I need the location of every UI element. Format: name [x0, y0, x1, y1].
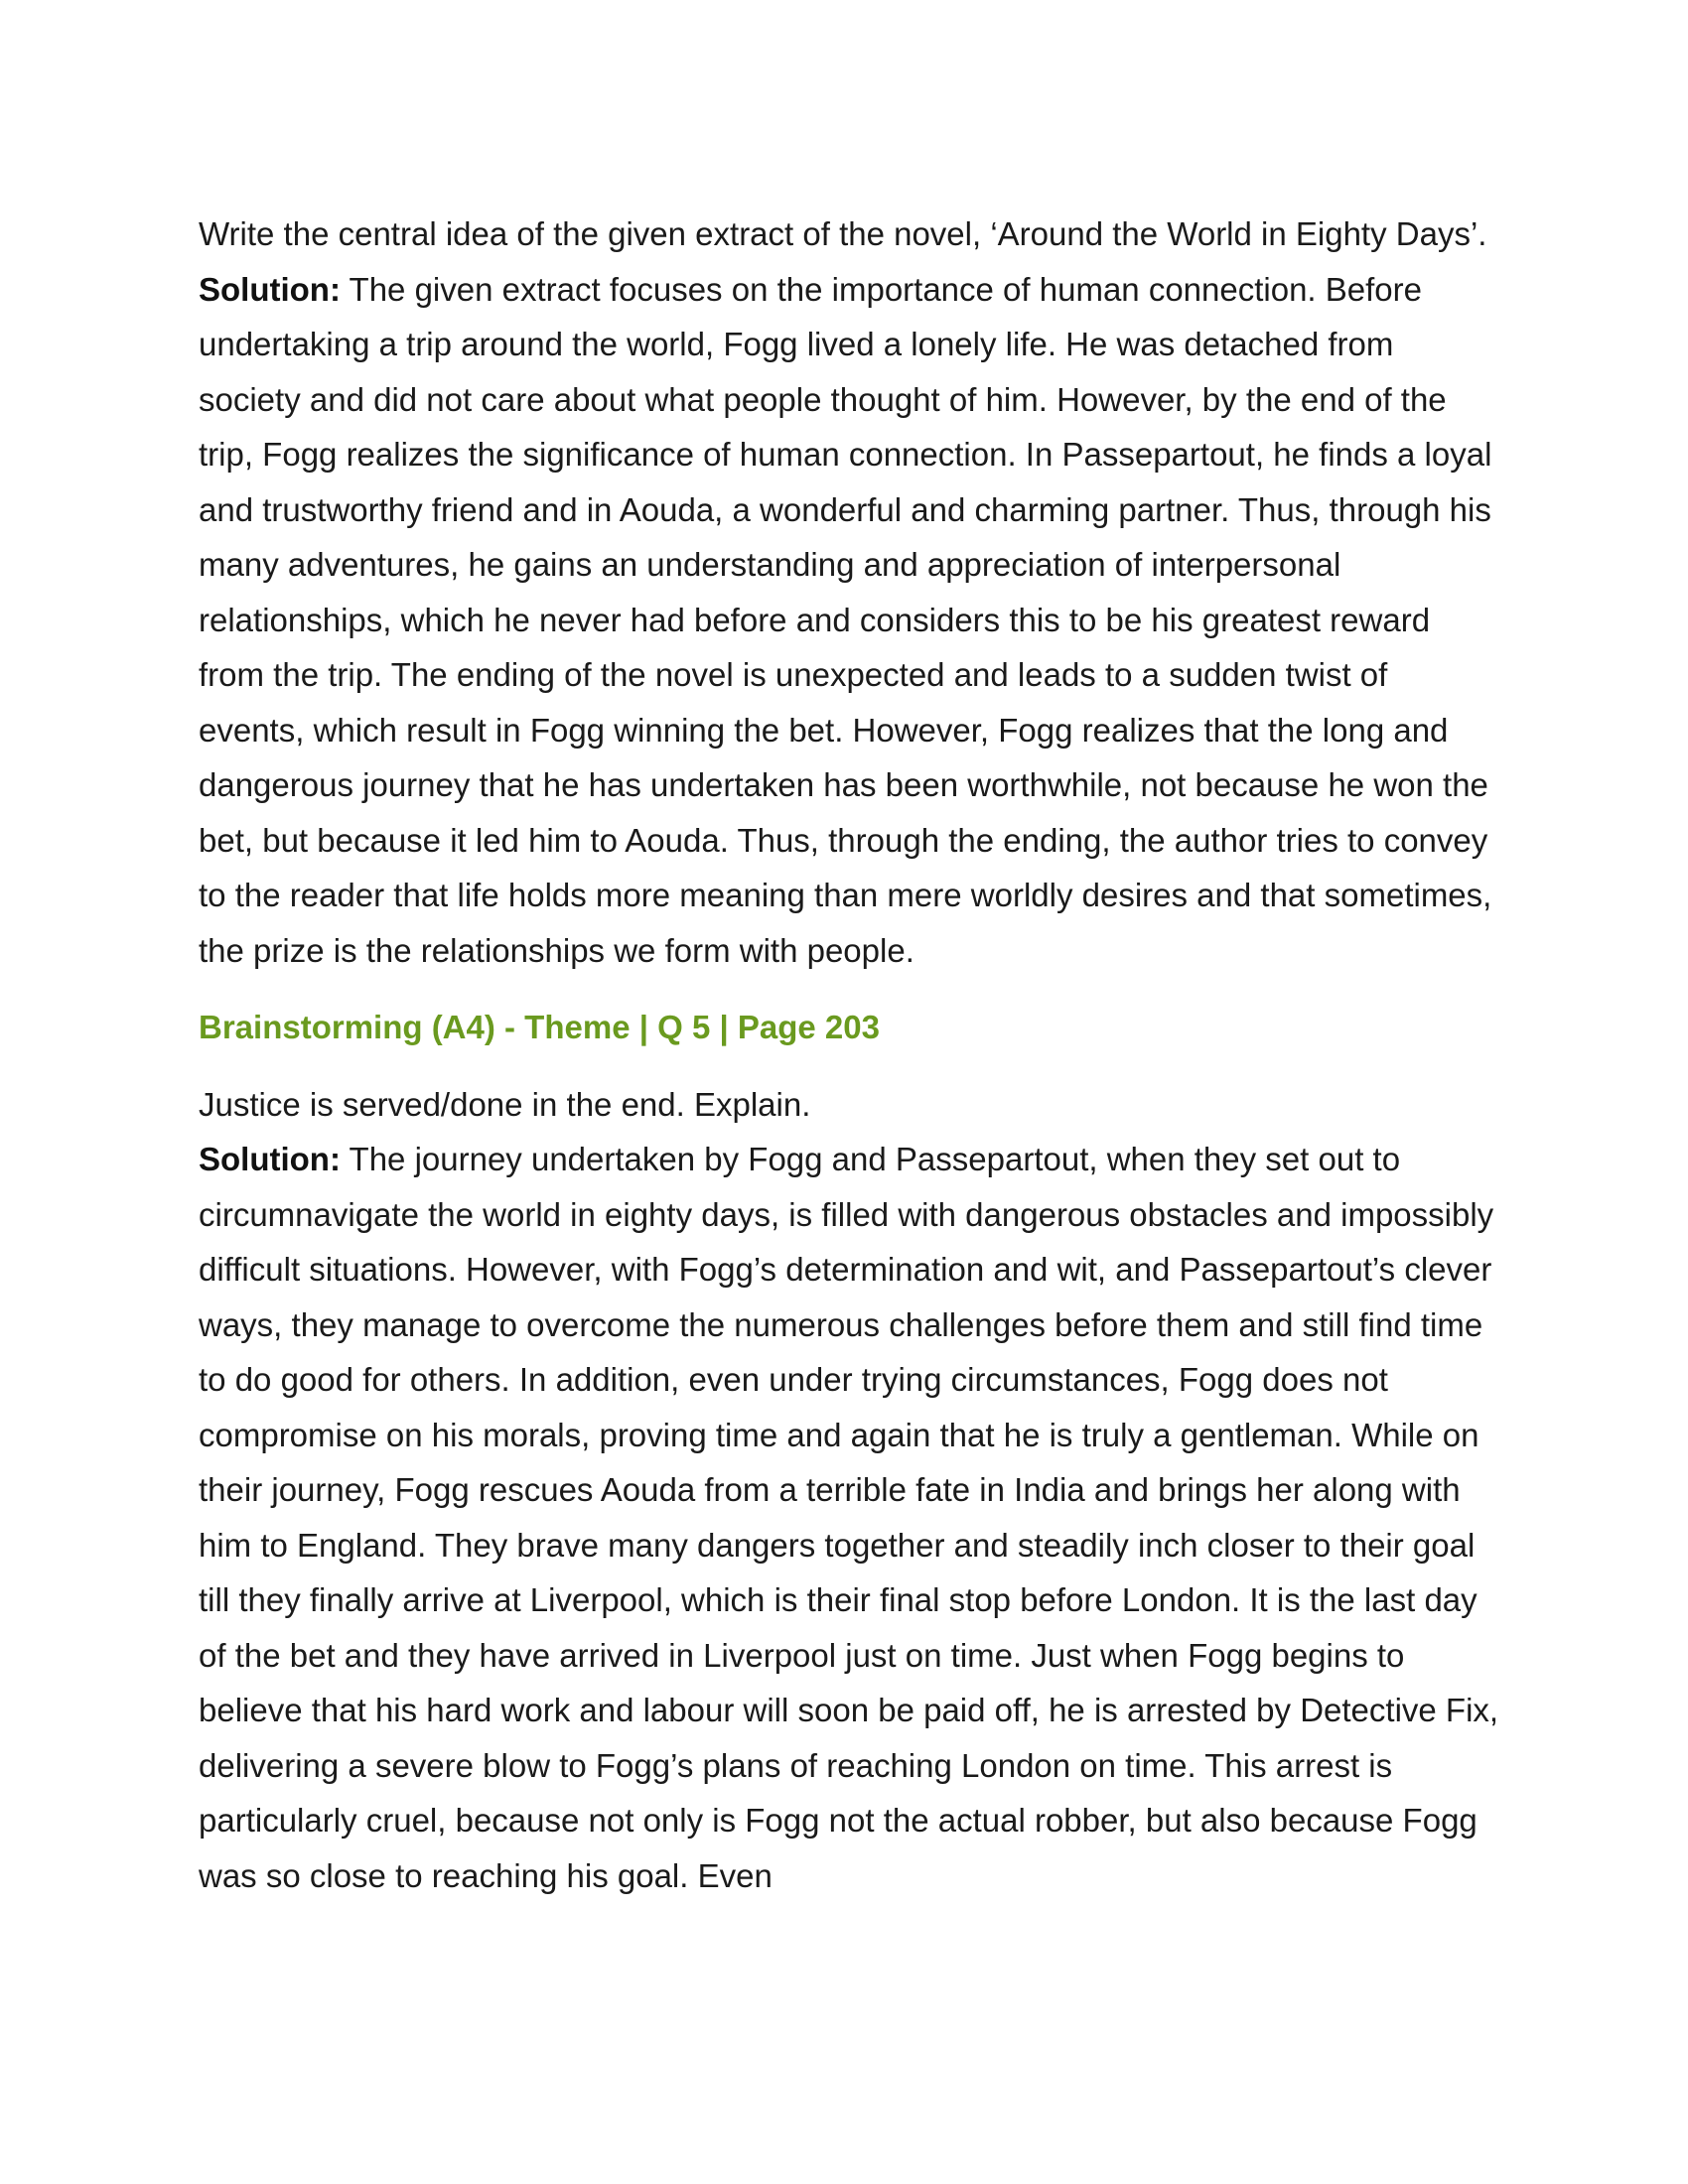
solution-central-idea	[199, 262, 1499, 979]
solution-label: Solution:	[199, 1141, 341, 1177]
solution-justice	[199, 1132, 1499, 1903]
document-page	[199, 206, 1499, 1903]
solution-text: The given extract focuses on the importance of human connection. Before undertaking a trip around the world, Fogg lived a lonely life. He was detached from society and did not care about what people thought of him. However, by the end of the trip, Fogg realizes the significance of human connection. In Passepartout, he finds a loyal and trustworthy friend and in Aouda, a wonderful and charming partner. Thus, through his many adventures, he gains an understanding and appreciation of interpersonal relationships, which he never had before and considers this to be his greatest reward from the trip. The ending of the novel is unexpected and leads to a sudden twist of events, which result in Fogg winning the bet. However, Fogg realizes that the long and dangerous journey that he has undertaken has been worthwhile, not because he won the bet, but because it led him to Aouda. Thus, through the ending, the author tries to convey to the reader that life holds more meaning than mere worldly desires and that sometimes, the prize is the relationships we form with people.	[199, 270, 1492, 969]
solution-text: The journey undertaken by Fogg and Passepartout, when they set out to circumnavigate the world in eighty days, is filled with dangerous obstacles and impossibly difficult situations. However, with Fogg’s determination and wit, and Passepartout’s clever ways, they manage to overcome the numerous challenges before them and still find time to do good for others. In addition, even under trying circumstances, Fogg does not compromise on his morals, proving time and again that he is truly a gentleman. While on their journey, Fogg rescues Aouda from a terrible fate in India and brings her along with him to England. They brave many dangers together and steadily inch closer to their goal till they finally arrive at Liverpool, which is their final stop before London. It is the last day of the bet and they have arrived in Liverpool just on time. Just when Fogg begins to believe that his hard work and labour will soon be paid off, he is arrested by Detective Fix, delivering a severe blow to Fogg’s plans of reaching London on time. This arrest is particularly cruel, because not only is Fogg not the actual robber, but also because Fogg was so close to reaching his goal. Even	[199, 1141, 1499, 1894]
section-heading: Brainstorming (A4) - Theme | Q 5 | Page 203	[199, 1009, 880, 1045]
question-justice: Justice is served/done in the end. Explain.	[199, 1085, 811, 1123]
solution-label: Solution:	[199, 270, 341, 308]
question-central-idea: Write the central idea of the given extract of the novel, ‘Around the World in Eighty Days’.	[199, 215, 1487, 252]
